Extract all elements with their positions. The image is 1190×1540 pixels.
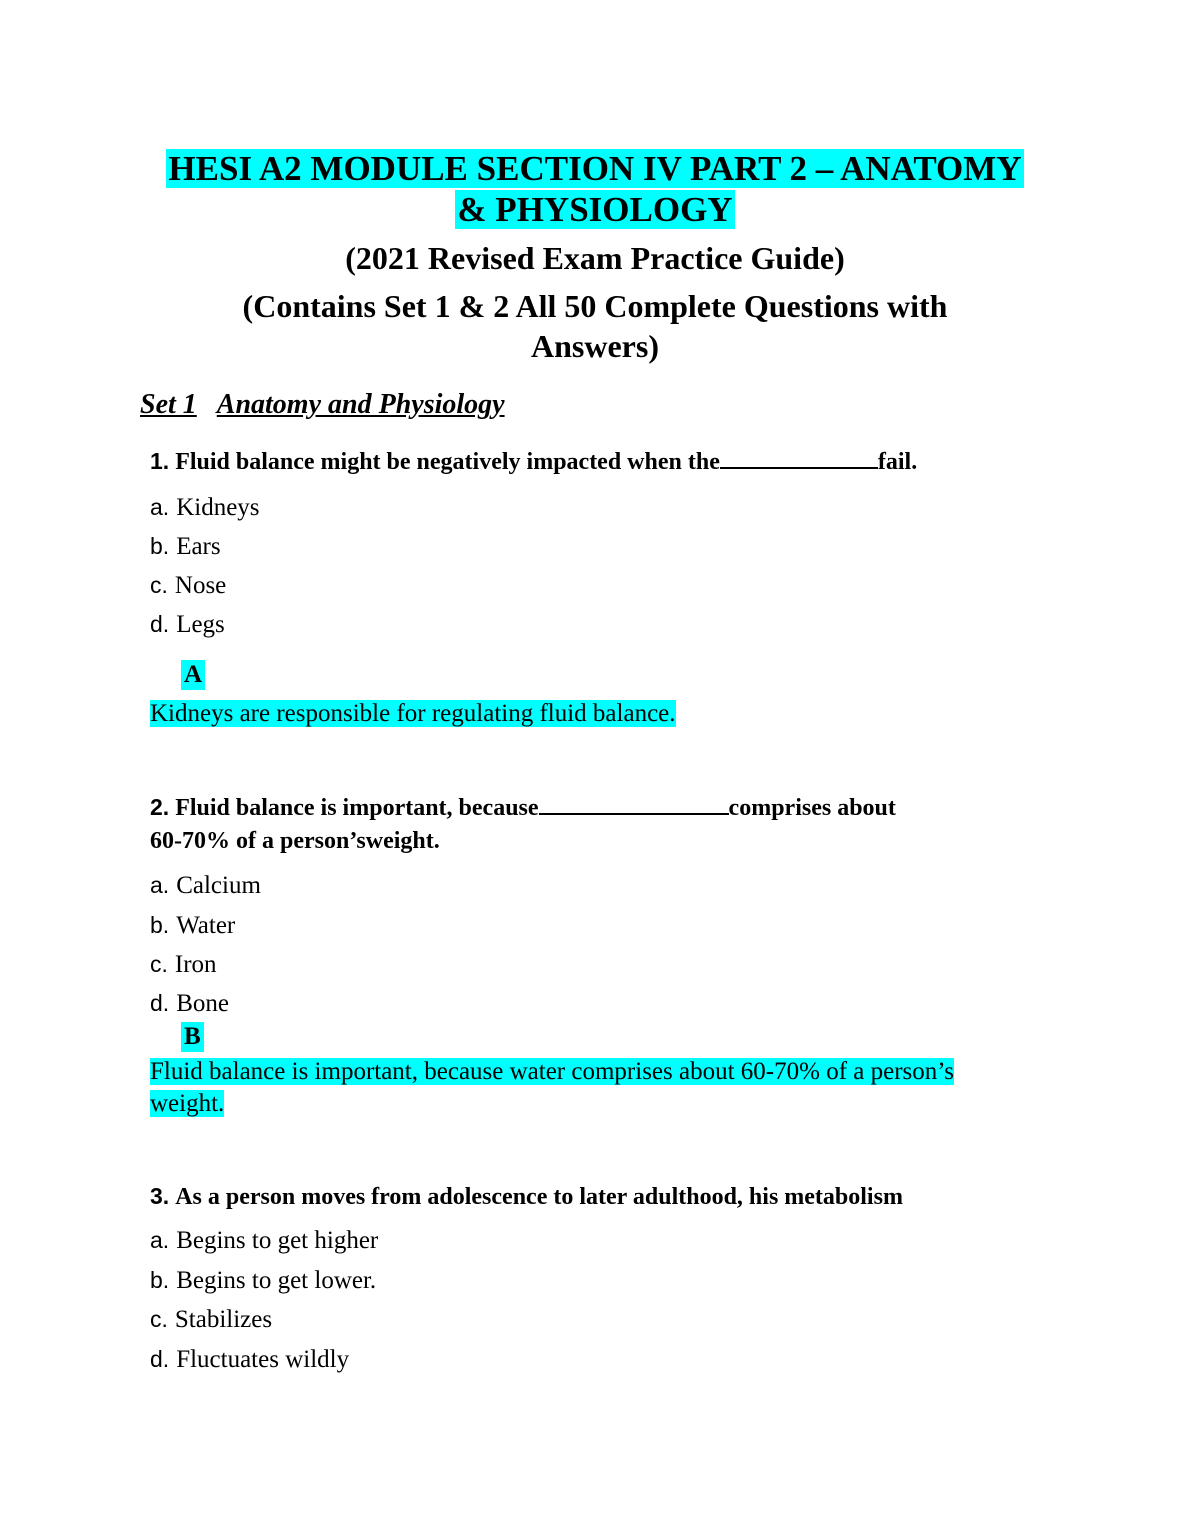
option-a [150, 1224, 378, 1257]
explanation-text: weight. [150, 1090, 225, 1117]
title-line-1 [0, 149, 1190, 189]
option-text: Stabilizes [174, 1306, 273, 1333]
question-text-end: fail. [877, 449, 918, 475]
option-d [150, 987, 229, 1020]
set-heading-number: Set 1 [140, 389, 197, 420]
question-text: Fluid balance is important, because [175, 795, 539, 821]
option-text: Begins to get lower. [176, 1267, 377, 1294]
set-heading-title: Anatomy and Physiology [216, 389, 505, 420]
option-c [150, 1303, 272, 1336]
question-2 [150, 790, 896, 825]
answer-explanation [150, 697, 676, 730]
option-text: Begins to get higher [176, 1227, 379, 1254]
option-text: Nose [174, 572, 227, 599]
question-number: 1. [150, 448, 170, 474]
title-text-2: & PHYSIOLOGY [457, 190, 733, 229]
option-b [150, 909, 235, 942]
option-d [150, 1343, 349, 1376]
option-letter: a. [150, 872, 170, 898]
option-text: Iron [174, 951, 217, 978]
set-heading [140, 388, 505, 422]
option-a [150, 491, 260, 524]
option-d [150, 608, 225, 641]
answer-explanation [150, 1055, 954, 1088]
answer-explanation-line-2 [150, 1087, 224, 1120]
option-c [150, 948, 217, 981]
option-text: Calcium [176, 872, 261, 899]
title-line-2 [0, 190, 1190, 230]
option-letter: d. [150, 1346, 170, 1372]
answer-key: A [181, 660, 205, 690]
option-text: Ears [176, 533, 221, 560]
option-text: Legs [176, 611, 225, 638]
option-letter: c. [150, 1306, 168, 1332]
option-text: Water [176, 912, 236, 939]
answer-blank [720, 445, 878, 469]
option-letter: c. [150, 951, 168, 977]
title-text-1: HESI A2 MODULE SECTION IV PART 2 – ANATOMY [168, 149, 1022, 188]
option-letter: a. [150, 494, 170, 520]
question-2-line-2: 60-70% of a person’sweight. [150, 828, 440, 854]
option-a [150, 869, 261, 902]
answer-blank [539, 791, 729, 815]
option-letter: b. [150, 1267, 170, 1293]
option-text: Fluctuates wildly [176, 1346, 350, 1373]
subtitle-1: (2021 Revised Exam Practice Guide) [345, 240, 845, 276]
option-text: Kidneys [176, 494, 260, 521]
answer-key: B [181, 1022, 204, 1052]
option-text: Bone [176, 990, 229, 1017]
explanation-text: Kidneys are responsible for regulating fluid balance. [150, 700, 676, 727]
option-letter: b. [150, 912, 170, 938]
subtitle-2-line-2: Answers) [531, 328, 659, 364]
option-letter: a. [150, 1227, 170, 1253]
option-b [150, 1264, 376, 1297]
option-b [150, 530, 221, 563]
question-3 [150, 1179, 903, 1214]
subtitle-2-line-1: (Contains Set 1 & 2 All 50 Complete Questions with [242, 288, 948, 324]
question-text-end: comprises about [728, 795, 896, 821]
option-letter: c. [150, 572, 168, 598]
option-letter: d. [150, 990, 170, 1016]
question-text: As a person moves from adolescence to later adulthood, his metabolism [175, 1184, 903, 1210]
question-number: 3. [150, 1183, 170, 1209]
question-1 [150, 444, 917, 479]
option-letter: d. [150, 611, 170, 637]
option-c [150, 569, 226, 602]
option-letter: b. [150, 533, 170, 559]
question-text: Fluid balance might be negatively impacted when the [175, 449, 720, 475]
question-number: 2. [150, 794, 170, 820]
explanation-text: Fluid balance is important, because water comprises about 60-70% of a person’s [150, 1058, 954, 1085]
